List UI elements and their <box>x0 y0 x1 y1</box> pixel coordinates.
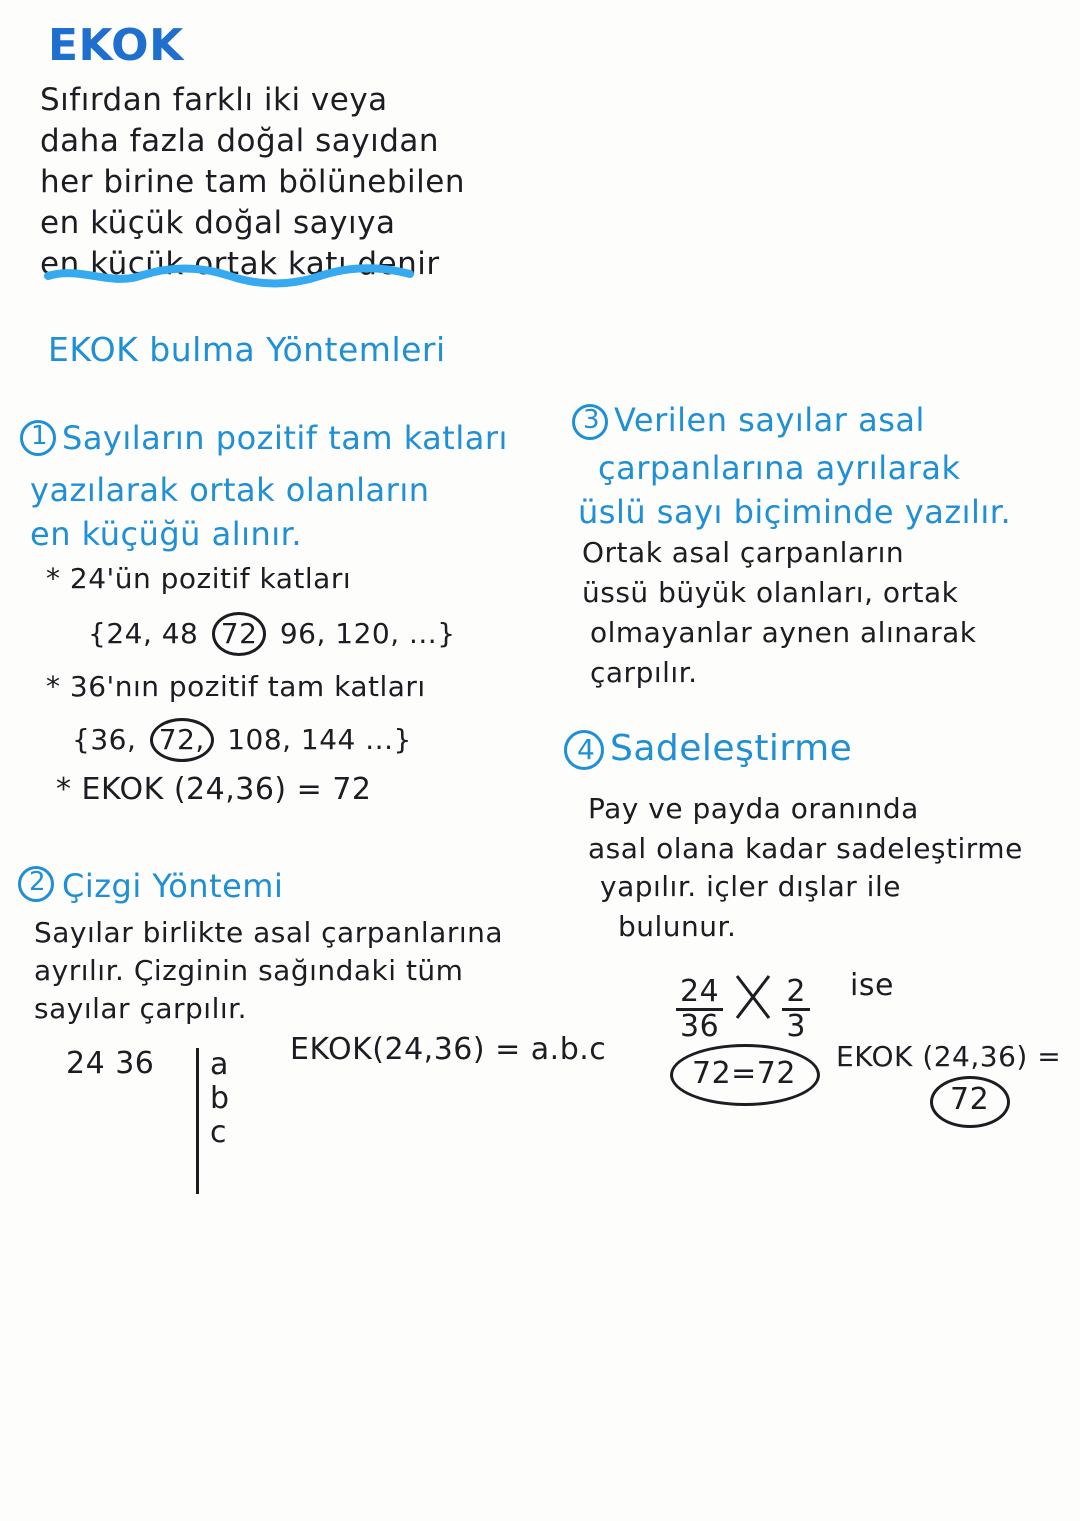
method3-title-line: üslü sayı biçiminde yazılır. <box>578 493 1012 531</box>
method3-line: Ortak asal çarpanların <box>582 536 905 569</box>
factor: a <box>210 1047 229 1082</box>
method3-title-line: Verilen sayılar asal <box>614 401 925 439</box>
set2-part: 108, 144 ...} <box>227 723 412 756</box>
method1-set2 <box>72 718 412 762</box>
definition-text <box>40 80 465 285</box>
factor: c <box>210 1115 227 1150</box>
wavy-underline <box>40 262 420 292</box>
method3-line: çarpılır. <box>590 656 698 689</box>
methods-heading: EKOK bulma Yöntemleri <box>48 330 446 369</box>
method4-line: yapılır. içler dışlar ile <box>600 870 901 903</box>
fraction-right <box>782 973 810 1044</box>
set2-part: {36, <box>72 723 137 756</box>
method3-number: 3 <box>583 405 601 435</box>
equality-text: 72=72 <box>692 1056 796 1091</box>
method3-line: olmayanlar aynen alınarak <box>590 616 977 649</box>
method1-result: * EKOK (24,36) = 72 <box>56 772 372 807</box>
definition-line: her birine tam bölünebilen <box>40 164 465 200</box>
fraction-denominator: 36 <box>680 1008 720 1044</box>
method1-item: * 24'ün pozitif katları <box>46 562 352 595</box>
fraction-denominator: 3 <box>786 1008 806 1044</box>
fraction-left <box>676 973 723 1044</box>
division-line <box>196 1048 199 1194</box>
fraction-numerator: 2 <box>782 976 810 1011</box>
method2-number: 2 <box>29 867 47 897</box>
definition-line: Sıfırdan farklı iki veya <box>40 82 388 118</box>
method1-item: * 36'nın pozitif tam katları <box>46 670 426 703</box>
method4-line: asal olana kadar sadeleştirme <box>588 832 1023 865</box>
fraction-numerator: 24 <box>676 976 723 1011</box>
set1-circled-value: 72 <box>212 612 267 656</box>
method2-line: ayrılır. Çizginin sağındaki tüm <box>34 954 464 987</box>
factor-column <box>210 1048 230 1150</box>
fraction-expression <box>676 966 810 1043</box>
factor: b <box>210 1081 230 1116</box>
set1-part: 96, 120, ...} <box>279 617 456 650</box>
set2-circled-value: 72, <box>150 718 214 762</box>
method1-number: 1 <box>31 421 49 451</box>
cross-multiply-icon <box>731 966 775 1026</box>
method1-title-line: yazılarak ortak olanların <box>30 471 430 509</box>
method2-line: sayılar çarpılır. <box>34 992 247 1025</box>
method2-formula: EKOK(24,36) = a.b.c <box>290 1032 607 1067</box>
method1-title-line: en küçüğü alınır. <box>30 515 303 553</box>
method4-line: Pay ve payda oranında <box>588 792 919 825</box>
method4-title: Sadeleştirme <box>610 728 853 769</box>
method2-title: Çizgi Yöntemi <box>62 867 284 905</box>
method3-title-line: çarpanlarına ayrılarak <box>598 449 961 487</box>
method4-number: 4 <box>577 733 596 766</box>
method1-title-line: Sayıların pozitif tam katları <box>62 419 508 457</box>
ekok-label: EKOK (24,36) = <box>836 1040 1062 1073</box>
method1-set1 <box>88 612 456 656</box>
result-value: 72 <box>950 1082 990 1117</box>
method2-numbers: 24 36 <box>66 1046 155 1081</box>
definition-line: en küçük ortak katı denir <box>40 246 440 282</box>
set1-part: {24, 48 <box>88 617 199 650</box>
method3-line: üssü büyük olanları, ortak <box>582 576 959 609</box>
definition-line: en küçük doğal sayıya <box>40 205 396 241</box>
method4-line: bulunur. <box>618 910 737 943</box>
page-title: EKOK <box>48 20 184 71</box>
method2-line: Sayılar birlikte asal çarpanlarına <box>34 916 504 949</box>
ise-word: ise <box>850 968 894 1003</box>
definition-line: daha fazla doğal sayıdan <box>40 123 440 159</box>
